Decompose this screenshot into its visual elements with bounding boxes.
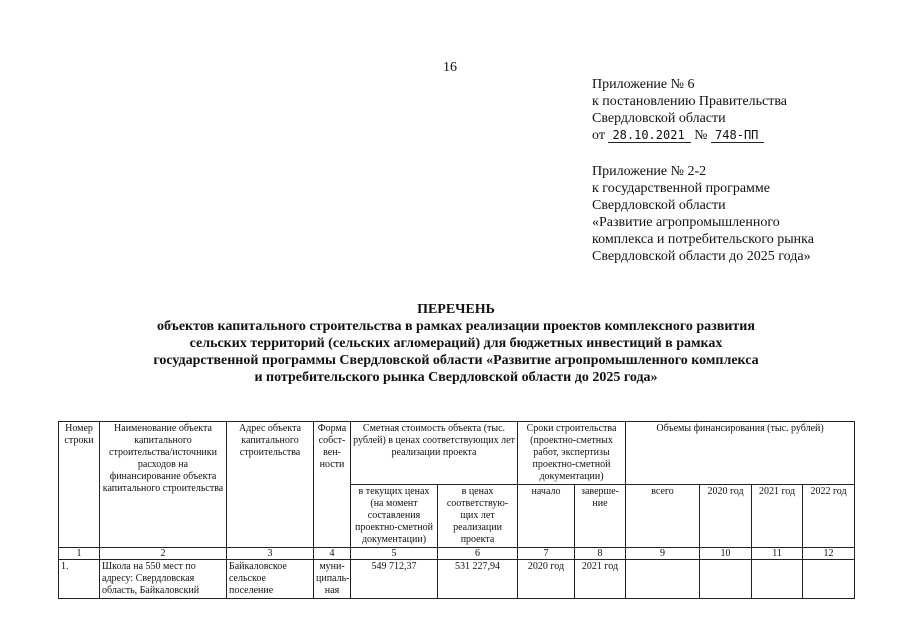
table-row (59, 560, 855, 599)
object-address-cell: Байкаловское сельское поселение (227, 560, 314, 599)
header-total: всего (626, 485, 700, 548)
cost-years-cell: 531 227,94 (438, 560, 518, 599)
header-object-address: Адрес объекта капитального строительства (227, 422, 314, 548)
end-cell: 2021 год (575, 560, 626, 599)
ownership-form-cell: муни- ципаль- ная (314, 560, 351, 599)
y2020-cell (700, 560, 752, 599)
column-number: 7 (518, 548, 575, 560)
decree-number: 748-ПП (711, 129, 764, 143)
title-line-4: государственной программы Свердловской области «Развитие агропромышленного комплекса (153, 353, 759, 368)
title-line-2: объектов капитального строительства в рамках реализации проектов комплексного развития (157, 319, 755, 334)
table-header-row-1 (59, 422, 855, 485)
header-cost-years: в ценах соответствую- щих лет реализации проекта (438, 485, 518, 548)
column-number: 4 (314, 548, 351, 560)
header-end: заверше- ние (575, 485, 626, 548)
header-cost-current: в текущих ценах (на момент составления проектно-сметной документации) (351, 485, 438, 548)
appendix-6-line-2: к постановлению Правительства (592, 94, 788, 109)
column-number: 10 (700, 548, 752, 560)
header-start: начало (518, 485, 575, 548)
date-prefix: от (592, 128, 605, 143)
column-numbers-row (59, 548, 855, 560)
document-title (95, 301, 817, 386)
appendix-6-title: Приложение № 6 (592, 77, 695, 92)
appendix-2-2-line-4: «Развитие агропромышленного (592, 215, 780, 230)
column-number: 1 (59, 548, 100, 560)
appendix-2-2-block (592, 163, 814, 265)
objects-table (58, 421, 855, 599)
appendix-2-2-line-5: комплекса и потребительского рынка (592, 232, 814, 247)
title-line-3: сельских территорий (сельских агломераций) для бюджетных инвестиций в рамках (189, 336, 723, 351)
title-heading: ПЕРЕЧЕНЬ (417, 302, 495, 317)
column-number: 5 (351, 548, 438, 560)
appendix-6-block (592, 76, 787, 144)
header-construction-terms: Сроки строительства (проектно-сметных работ, экспертизы проектно-сметной документации) (518, 422, 626, 485)
header-row-number: Номер строки (59, 422, 100, 548)
start-cell: 2020 год (518, 560, 575, 599)
appendix-2-2-line-6: Свердловской области до 2025 года» (592, 249, 811, 264)
decree-date: 28.10.2021 (608, 129, 690, 143)
total-cell (626, 560, 700, 599)
cost-current-cell: 549 712,37 (351, 560, 438, 599)
column-number: 11 (752, 548, 803, 560)
appendix-6-line-3: Свердловской области (592, 111, 726, 126)
number-prefix: № (694, 128, 708, 143)
column-number: 9 (626, 548, 700, 560)
header-2022: 2022 год (803, 485, 855, 548)
header-estimated-cost: Сметная стоимость объекта (тыс. рублей) в ценах соответствующих лет реализации проекта (351, 422, 518, 485)
y2021-cell (752, 560, 803, 599)
column-number: 6 (438, 548, 518, 560)
row-number-cell: 1. (59, 560, 100, 599)
appendix-2-2-line-3: Свердловской области (592, 198, 726, 213)
column-number: 12 (803, 548, 855, 560)
y2022-cell (803, 560, 855, 599)
appendix-2-2-title: Приложение № 2-2 (592, 164, 707, 179)
header-2020: 2020 год (700, 485, 752, 548)
object-name-cell: Школа на 550 мест по адресу: Свердловская область, Байкаловский (100, 560, 227, 599)
column-number: 8 (575, 548, 626, 560)
header-ownership-form: Форма собст- вен- ности (314, 422, 351, 548)
column-number: 2 (100, 548, 227, 560)
title-line-5: и потребительского рынка Свердловской области до 2025 года» (254, 370, 658, 385)
header-2021: 2021 год (752, 485, 803, 548)
page-number: 16 (443, 60, 457, 75)
header-financing-volumes: Объемы финансирования (тыс. рублей) (626, 422, 855, 485)
header-object-name: Наименование объекта капитального строительства/источники расходов на финансирование объекта капитального строительства (100, 422, 227, 548)
appendix-6-date-line (592, 127, 787, 144)
appendix-2-2-line-2: к государственной программе (592, 181, 770, 196)
column-number: 3 (227, 548, 314, 560)
